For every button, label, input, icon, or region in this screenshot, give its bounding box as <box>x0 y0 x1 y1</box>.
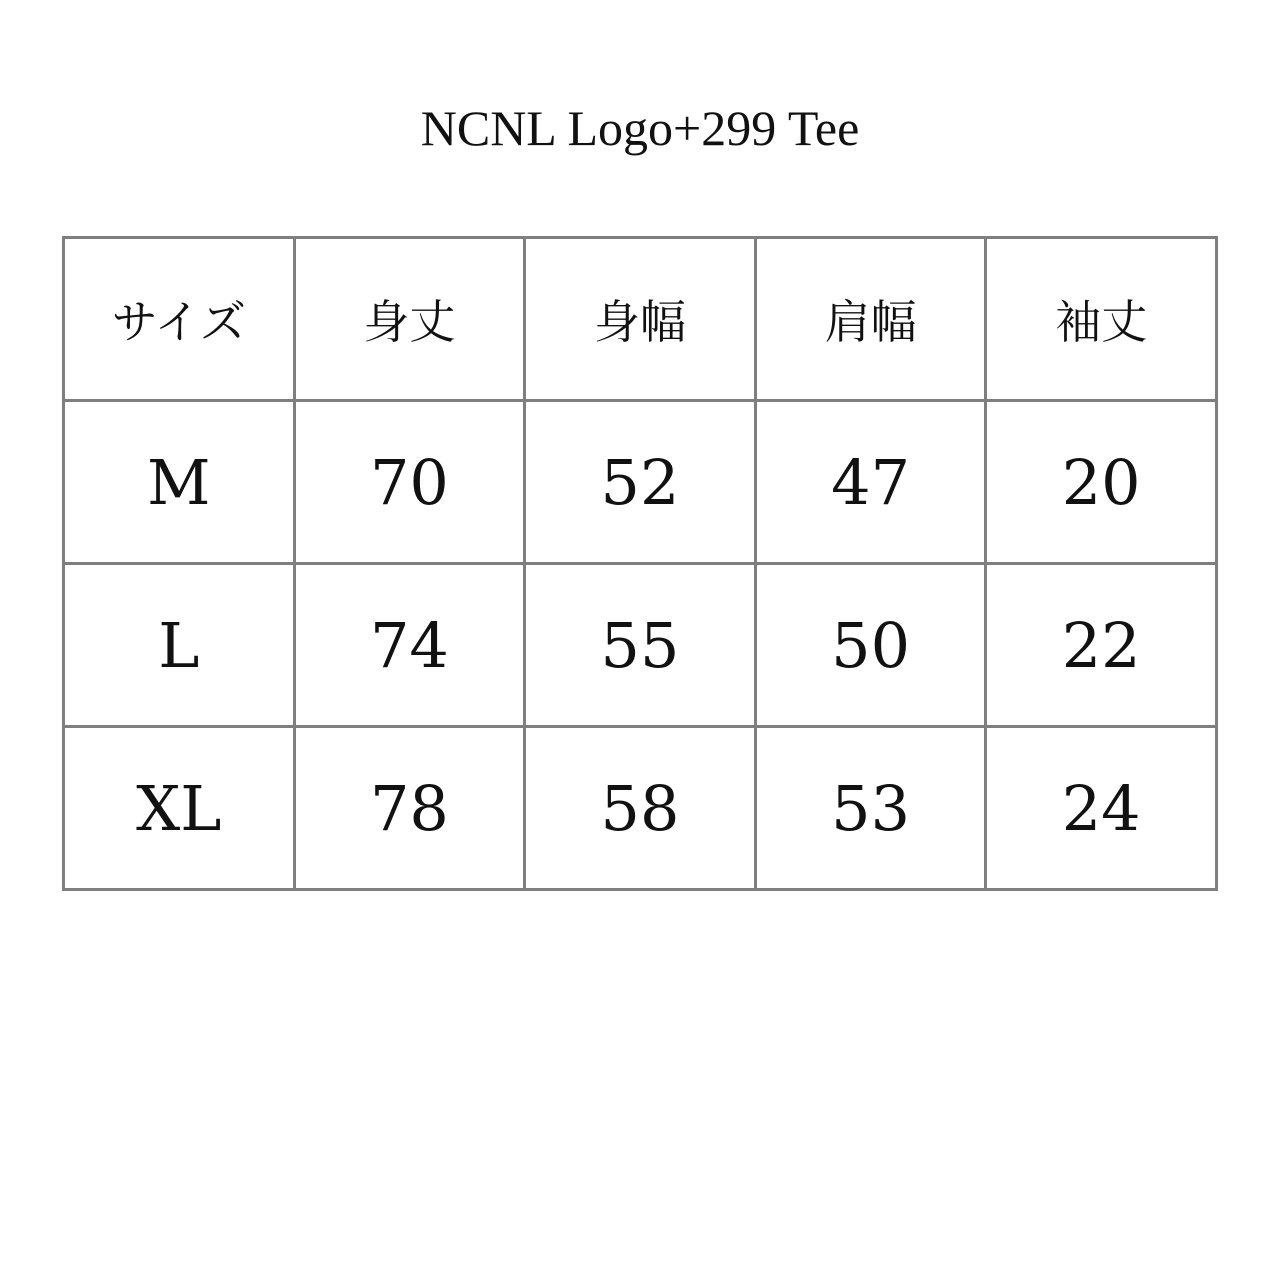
sleeve-length-cell: 22 <box>986 564 1217 727</box>
body-width-cell: 55 <box>525 564 756 727</box>
header-body-width: 身幅 <box>525 238 756 401</box>
body-width-cell: 52 <box>525 401 756 564</box>
size-chart-table <box>62 236 1218 891</box>
header-sleeve-length: 袖丈 <box>986 238 1217 401</box>
size-cell: M <box>64 401 295 564</box>
body-length-cell: 74 <box>294 564 525 727</box>
table-row <box>64 727 1217 890</box>
shoulder-width-cell: 50 <box>755 564 986 727</box>
page-title: NCNL Logo+299 Tee <box>420 100 860 156</box>
body-length-cell: 70 <box>294 401 525 564</box>
header-body-length: 身丈 <box>294 238 525 401</box>
header-size: サイズ <box>64 238 295 401</box>
header-row <box>64 238 1217 401</box>
shoulder-width-cell: 53 <box>755 727 986 890</box>
table-row <box>64 401 1217 564</box>
size-cell: L <box>64 564 295 727</box>
header-shoulder-width: 肩幅 <box>755 238 986 401</box>
shoulder-width-cell: 47 <box>755 401 986 564</box>
sleeve-length-cell: 20 <box>986 401 1217 564</box>
body-width-cell: 58 <box>525 727 756 890</box>
table-row <box>64 564 1217 727</box>
body-length-cell: 78 <box>294 727 525 890</box>
sleeve-length-cell: 24 <box>986 727 1217 890</box>
size-cell: XL <box>64 727 295 890</box>
